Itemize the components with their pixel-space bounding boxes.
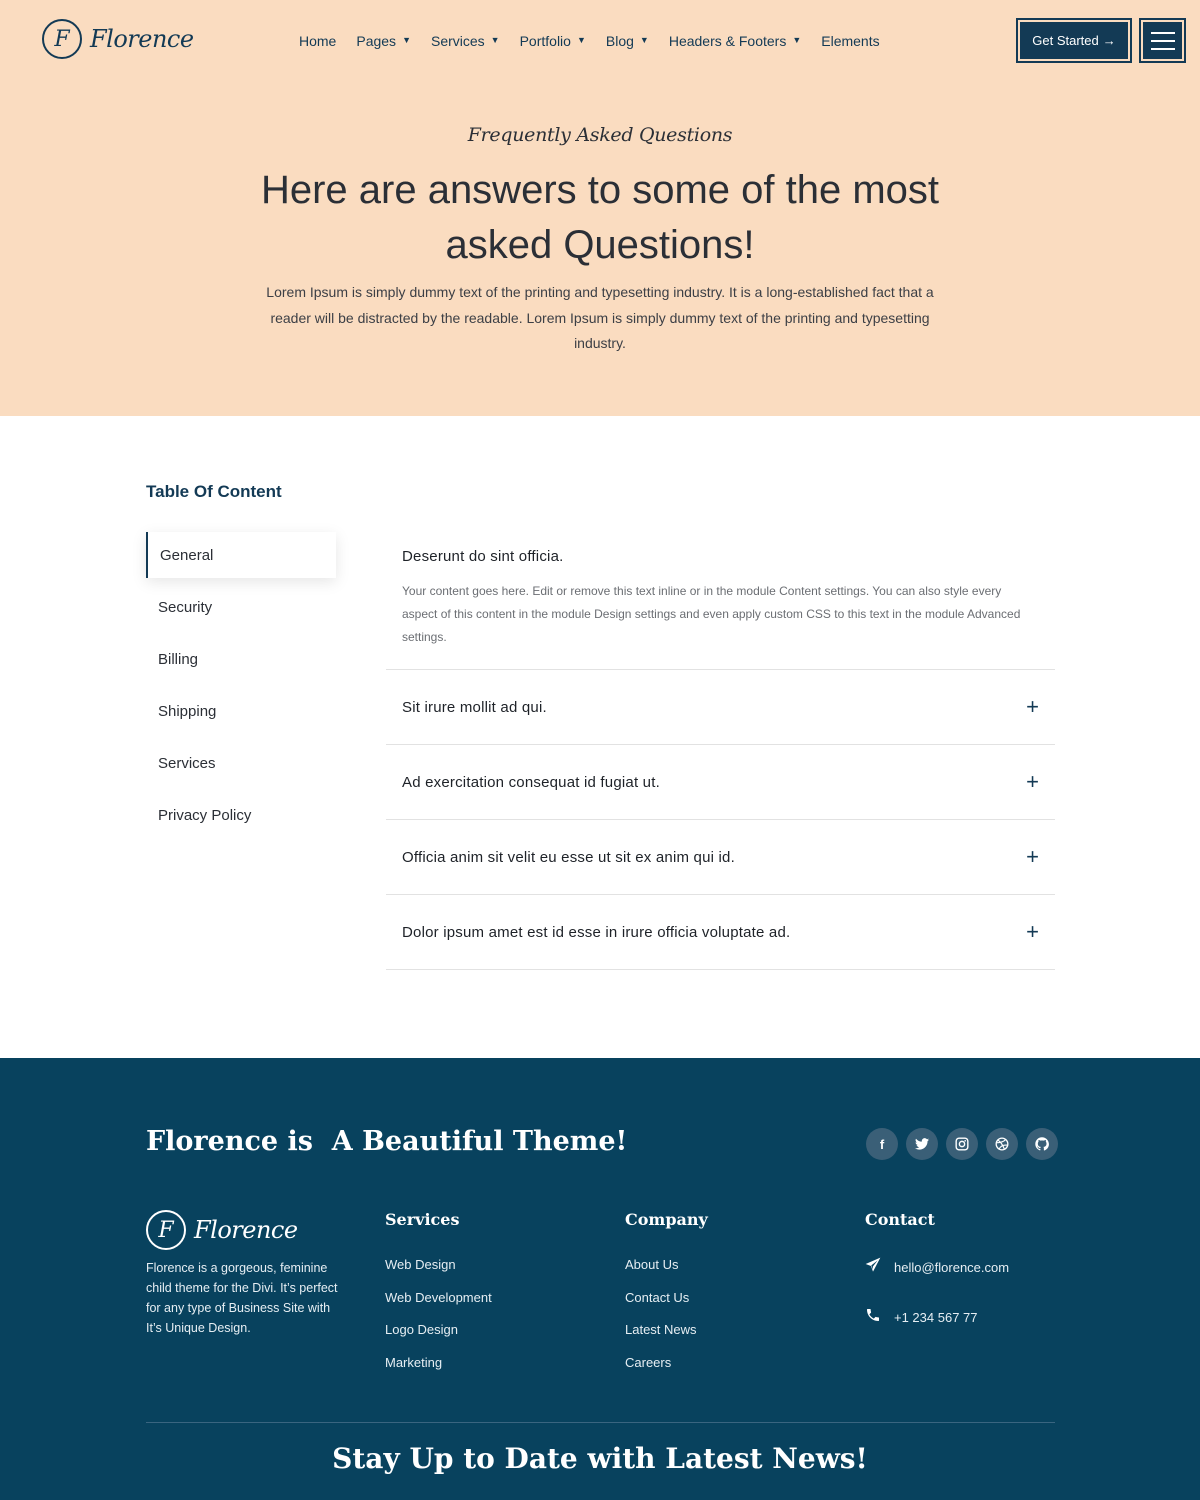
footer-company-column [625,1210,708,1387]
get-started-button[interactable] [1016,18,1132,63]
footer-about: Florence is a gorgeous, feminine child theme for the Divi. It’s perfect for any type of Business Site with It’s Unique Design. [146,1261,338,1335]
faq-question: Dolor ipsum amet est id esse in irure officia voluptate ad. [402,923,791,941]
footer-phone[interactable] [865,1307,1009,1327]
nav-label: Headers & Footers [668,33,787,49]
footer-services-column [385,1210,492,1387]
faq-item[interactable] [386,670,1055,745]
plus-icon[interactable]: + [1026,769,1039,794]
footer-divider [146,1422,1055,1423]
newsletter-title: Stay Up to Date with Latest News! [332,1442,868,1475]
footer-contact-column [865,1210,1009,1357]
hamburger-icon [1151,48,1175,50]
logo-badge-icon: F [42,19,82,59]
footer-link-marketing[interactable]: Marketing [385,1354,443,1370]
footer-services-heading: Services [385,1210,460,1229]
chevron-down-icon: ▼ [402,35,411,45]
chevron-down-icon: ▼ [576,35,586,45]
social-links [866,1128,1066,1160]
footer-tagline: Florence is A Beautiful Theme! [146,1126,628,1157]
arrow-right-icon: → [1102,33,1116,48]
faq-answer: Your content goes here. Edit or remove this text inline or in the module Content settings. You can also style every aspect of this content in the module Design settings and even apply custom CSS to this text in the module Advanced settings. [402,584,1021,644]
nav-item-pages[interactable] [356,33,411,49]
phone-icon [865,1307,883,1327]
logo-text: Florence [194,1216,298,1244]
footer-link-web-development[interactable]: Web Development [385,1289,492,1305]
faq-item-open[interactable] [386,530,1055,670]
chevron-down-icon: ▼ [792,35,802,45]
main-nav [299,31,900,51]
chevron-down-icon: ▼ [490,35,500,45]
nav-label: Home [299,33,337,49]
nav-label: Portfolio [519,33,571,49]
chevron-down-icon: ▼ [639,35,649,45]
toc-item-shipping[interactable]: Shipping [158,702,217,720]
faq-question: Ad exercitation consequat id fugiat ut. [402,773,660,791]
footer-link-logo-design[interactable]: Logo Design [385,1322,458,1337]
footer-link-about-us[interactable]: About Us [625,1257,679,1272]
page-title: Here are answers to some of the most asked Questions! [260,168,940,267]
faq-question: Officia anim sit velit eu esse ut sit ex anim qui id. [402,848,735,866]
logo-badge-icon: F [146,1210,186,1250]
faq-item[interactable] [386,745,1055,820]
dribbble-icon[interactable] [986,1128,1018,1160]
faq-question: Sit irure mollit ad qui. [402,698,547,716]
toc-title: Table Of Content [146,482,282,501]
footer-email-text: hello@florence.com [894,1259,1010,1275]
nav-item-portfolio[interactable] [520,33,586,49]
toc-item-services[interactable]: Services [158,754,216,772]
footer-link-contact-us[interactable]: Contact Us [625,1289,690,1305]
nav-item-home[interactable] [299,33,336,49]
faq-item[interactable] [386,820,1055,895]
facebook-icon[interactable]: f [866,1128,898,1160]
faq-accordion [386,530,1055,970]
hero-subtitle: Lorem Ipsum is simply dummy text of the printing and typesetting industry. It is a long-established fact that a reader will be distracted by the readable. Lorem Ipsum is simply dummy text of the printing and typesetting industry. [266,284,934,351]
nav-item-services[interactable] [431,33,500,49]
footer-phone-text: +1 234 567 77 [894,1309,978,1325]
github-icon[interactable] [1026,1128,1058,1160]
hamburger-menu-button[interactable] [1139,18,1186,63]
twitter-icon[interactable] [906,1128,938,1160]
footer-link-latest-news[interactable]: Latest News [625,1322,697,1337]
nav-label: Services [430,33,485,49]
logo-text: Florence [90,25,194,53]
paper-plane-icon [865,1257,883,1277]
get-started-label: Get Started [1032,33,1099,48]
nav-item-blog[interactable] [606,33,649,49]
toc-list [146,532,336,844]
nav-item-elements[interactable] [821,33,879,49]
plus-icon[interactable]: + [1026,919,1039,944]
footer-logo[interactable] [146,1210,298,1250]
nav-label: Elements [821,33,880,49]
plus-icon[interactable]: + [1026,844,1039,869]
footer-link-web-design[interactable]: Web Design [385,1257,456,1272]
footer-email[interactable] [865,1257,1009,1277]
site-logo[interactable] [42,19,194,59]
hero-kicker: Frequently Asked Questions [467,124,733,146]
footer-link-careers[interactable]: Careers [625,1354,672,1370]
toc-item-security[interactable]: Security [158,598,213,616]
plus-icon[interactable]: + [1026,694,1039,719]
hamburger-icon [1151,32,1175,34]
nav-label: Pages [356,33,397,49]
faq-question: Deserunt do sint officia. [402,548,564,565]
toc-item-privacy-policy[interactable]: Privacy Policy [158,806,252,824]
toc-item-general[interactable]: General [146,532,336,578]
hero-section [0,0,1200,416]
instagram-icon[interactable] [946,1128,978,1160]
footer-contact-heading: Contact [865,1210,935,1229]
faq-item[interactable] [386,895,1055,970]
nav-label: Blog [605,33,634,49]
nav-item-headers-footers[interactable] [669,33,801,49]
site-footer [0,1058,1200,1500]
hamburger-icon [1151,40,1175,42]
footer-company-heading: Company [625,1210,708,1229]
toc-item-billing[interactable]: Billing [158,650,199,668]
